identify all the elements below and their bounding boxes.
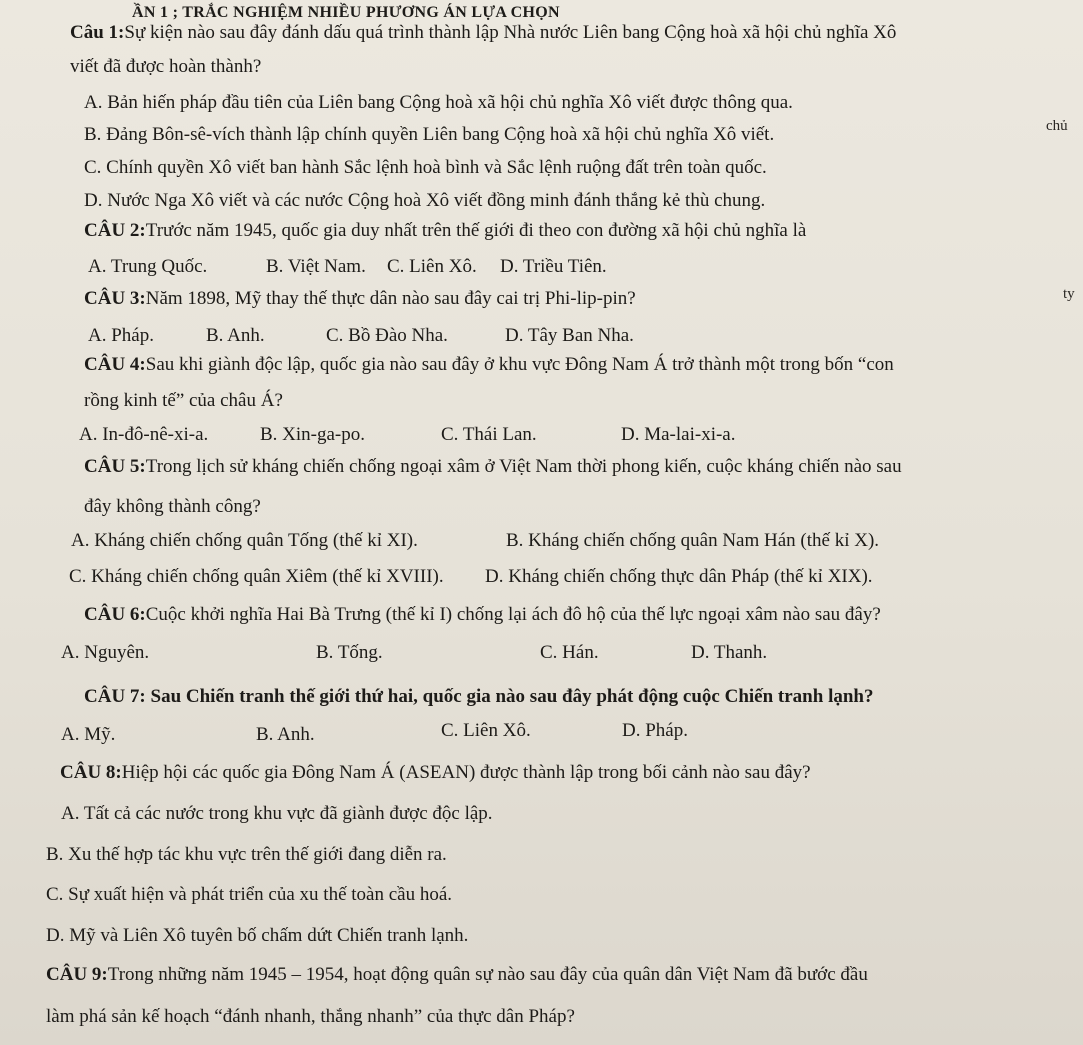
question-label: CÂU 5: xyxy=(84,456,146,477)
margin-note: chủ xyxy=(1046,118,1068,134)
option: A. Kháng chiến chống quân Tống (thế kỉ XI). xyxy=(71,530,418,551)
option: D. Mỹ và Liên Xô tuyên bố chấm dứt Chiến tranh lạnh. xyxy=(46,925,469,946)
question-text: viết đã được hoàn thành? xyxy=(70,56,262,77)
option: A. Mỹ. xyxy=(61,724,116,745)
option: A. Tất cả các nước trong khu vực đã giành được độc lập. xyxy=(61,803,493,824)
question-6 xyxy=(84,604,881,626)
option: A. In-đô-nê-xi-a. xyxy=(79,424,209,445)
question-label: CÂU 4: xyxy=(84,354,146,375)
question-text: Hiệp hội các quốc gia Đông Nam Á (ASEAN) được thành lập trong bối cảnh nào sau đây? xyxy=(121,762,811,783)
option: B. Anh. xyxy=(206,325,265,346)
question-text: Sau khi giành độc lập, quốc gia nào sau đây ở khu vực Đông Nam Á trở thành một trong bốn “con xyxy=(145,354,894,375)
question-text: đây không thành công? xyxy=(84,496,261,517)
question-2 xyxy=(84,220,806,242)
option: D. Ma-lai-xi-a. xyxy=(621,424,736,445)
option: D. Pháp. xyxy=(622,720,688,741)
question-label: CÂU 9: xyxy=(46,964,108,985)
option: A. Pháp. xyxy=(88,325,154,346)
question-label: CÂU 8: xyxy=(60,762,122,783)
option: B. Kháng chiến chống quân Nam Hán (thế kỉ X). xyxy=(506,530,880,551)
question-text: Trong những năm 1945 – 1954, hoạt động quân sự nào sau đây của quân dân Việt Nam đã bước đầu xyxy=(107,964,868,985)
option: A. Trung Quốc. xyxy=(88,256,208,277)
option: C. Bồ Đào Nha. xyxy=(326,325,448,346)
option: C. Hán. xyxy=(540,642,599,663)
question-label: CÂU 6: xyxy=(84,604,146,625)
question-1 xyxy=(70,22,896,44)
option: D. Triều Tiên. xyxy=(500,256,607,277)
option: C. Thái Lan. xyxy=(441,424,537,445)
option: D. Thanh. xyxy=(691,642,768,663)
option: C. Sự xuất hiện và phát triển của xu thế toàn cầu hoá. xyxy=(46,884,453,905)
question-label: CÂU 7: xyxy=(84,686,146,707)
option: A. Bản hiến pháp đầu tiên của Liên bang Cộng hoà xã hội chủ nghĩa Xô viết được thông qua. xyxy=(84,92,793,113)
margin-note: ty xyxy=(1063,286,1075,302)
option: C. Liên Xô. xyxy=(441,720,531,741)
option: B. Việt Nam. xyxy=(266,256,366,277)
option: B. Xin-ga-po. xyxy=(260,424,366,445)
option: C. Kháng chiến chống quân Xiêm (thế kỉ XVIII). xyxy=(69,566,444,587)
question-text: làm phá sản kế hoạch “đánh nhanh, thắng nhanh” của thực dân Pháp? xyxy=(46,1006,575,1027)
option: D. Tây Ban Nha. xyxy=(505,325,634,346)
question-3 xyxy=(84,288,636,310)
section-title: ẦN 1 ; TRẮC NGHIỆM NHIỀU PHƯƠNG ÁN LỰA CHỌN xyxy=(132,4,560,21)
question-text: Năm 1898, Mỹ thay thế thực dân nào sau đây cai trị Phi-lip-pin? xyxy=(145,288,636,309)
question-9 xyxy=(46,964,868,986)
option: D. Kháng chiến chống thực dân Pháp (thế kỉ XIX). xyxy=(485,566,873,587)
question-label: Câu 1: xyxy=(70,22,125,43)
question-text: Trước năm 1945, quốc gia duy nhất trên thế giới đi theo con đường xã hội chủ nghĩa là xyxy=(145,220,807,241)
question-text: Cuộc khởi nghĩa Hai Bà Trưng (thế kỉ I) chống lại ách đô hộ của thế lực ngoại xâm nào sau đây? xyxy=(145,604,881,625)
question-4 xyxy=(84,354,894,376)
question-text: Sau Chiến tranh thế giới thứ hai, quốc gia nào sau đây phát động cuộc Chiến tranh lạnh? xyxy=(145,686,874,707)
question-5 xyxy=(84,456,902,478)
option: B. Đảng Bôn-sê-vích thành lập chính quyền Liên bang Cộng hoà xã hội chủ nghĩa Xô viết. xyxy=(84,124,775,145)
question-label: CÂU 2: xyxy=(84,220,146,241)
option: C. Chính quyền Xô viết ban hành Sắc lệnh hoà bình và Sắc lệnh ruộng đất trên toàn quốc. xyxy=(84,157,767,178)
question-text: rồng kinh tế” của châu Á? xyxy=(84,390,283,411)
option: B. Xu thế hợp tác khu vực trên thế giới đang diễn ra. xyxy=(46,844,447,865)
question-7 xyxy=(84,686,873,708)
option: D. Nước Nga Xô viết và các nước Cộng hoà Xô viết đồng minh đánh thắng kẻ thù chung. xyxy=(84,190,766,211)
option: B. Anh. xyxy=(256,724,315,745)
question-8 xyxy=(60,762,811,784)
question-text: Sự kiện nào sau đây đánh dấu quá trình thành lập Nhà nước Liên bang Cộng hoà xã hội chủ nghĩa Xô xyxy=(124,22,897,43)
question-text: Trong lịch sử kháng chiến chống ngoại xâm ở Việt Nam thời phong kiến, cuộc kháng chiến nào sau xyxy=(145,456,902,477)
option: B. Tống. xyxy=(316,642,383,663)
option: C. Liên Xô. xyxy=(387,256,477,277)
option: A. Nguyên. xyxy=(61,642,150,663)
question-label: CÂU 3: xyxy=(84,288,146,309)
